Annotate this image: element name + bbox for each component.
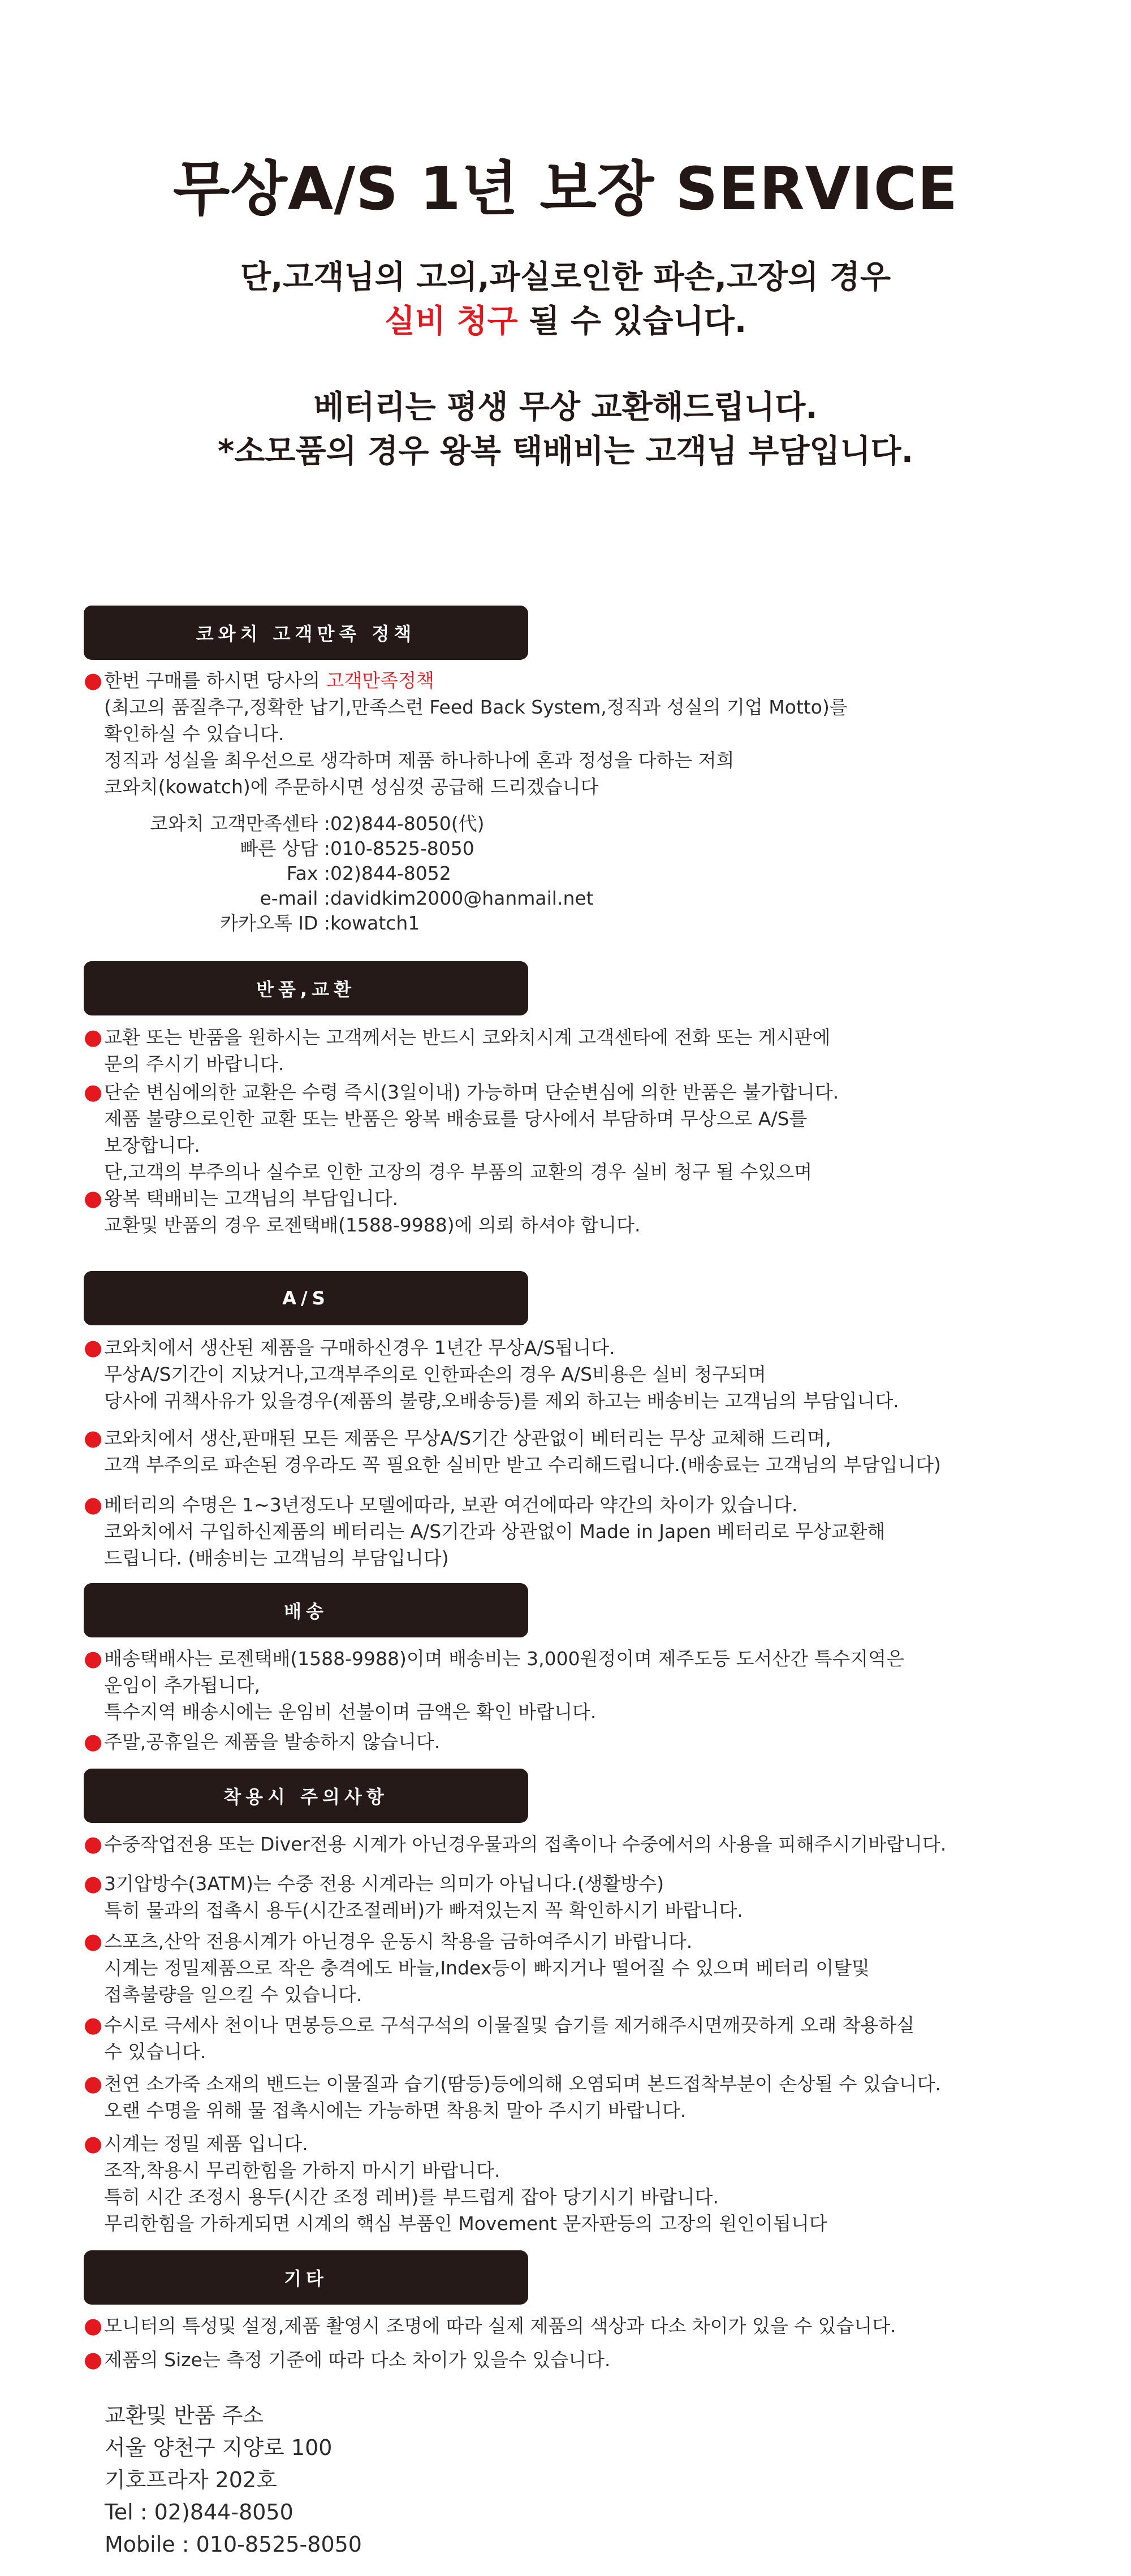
list-item: ● 코와치에서 생산,판매된 모든 제품은 무상A/S기간 상관없이 베터리는 무상 교체해 드리며, 고객 부주의로 파손된 경우라도 꼭 필요한 실비만 받고 수리해드립니다.(배송료는 고객님의 부담입니다) (84, 1425, 942, 1476)
bullet-icon: ● (84, 668, 103, 693)
list-item: ● 단순 변심에의한 교환은 수령 즉시(3일이내) 가능하며 단순변심에 의한 반품은 불가합니다. 제품 불량으로인한 교환 또는 반품은 왕복 배송료를 당사에서 부담하며 무상으로 A/S를 보장합니다. 단,고객의 부주의나 실수로 인한 고장의 경우 부품의 교환의 경우 실비 청구 될 수있으며 (84, 1079, 839, 1183)
list-item: ● 왕복 택배비는 고객님의 부담입니다. 교환및 반품의 경우 로젠택배(1588-9988)에 의뢰 하셔야 합니다. (84, 1186, 641, 1236)
list-item: ● 수중작업전용 또는 Diver전용 시계가 아닌경우물과의 접촉이나 수중에서의 사용을 피해주시기바랍니다. (84, 1831, 947, 1856)
battery-notice: 베터리는 평생 무상 교환해드립니다. (313, 389, 818, 426)
contact-row: e-mail : davidkim2000@hanmail.net (104, 886, 594, 911)
bullet-icon: ● (84, 1025, 103, 1049)
section-header-returns: 반품,교환 (84, 961, 528, 1015)
address-mobile: Mobile : 010-8525-8050 (105, 2532, 362, 2557)
address-heading: 교환및 반품 주소 (105, 2403, 264, 2428)
list-item: ● 주말,공휴일은 제품을 발송하지 않습니다. (84, 1729, 441, 1754)
list-item: ● 시계는 정밀 제품 입니다. 조작,착용시 무리한힘을 가하지 마시기 바랍니다. 특히 시간 조정시 용두(시간 조정 레버)를 부드럽게 잡아 당기시기 바랍니다. 무리한힘을 가하게되면 시계의 핵심 부품인 Movement 문자판등의 고장의 원인이됩니다 (84, 2131, 827, 2234)
list-item: ● 배송택배사는 로젠택배(1588-9988)이며 배송비는 3,000원정이며 제주도등 도서산간 특수지역은 운임이 추가됩니다, 특수지역 배송시에는 운임비 선불이며 금액은 확인 바랍니다. (84, 1646, 905, 1723)
address-street: 서울 양천구 지양로 100 (105, 2435, 333, 2460)
contact-row: 코와치 고객만족센타 : 02)844-8050(代) (150, 812, 485, 835)
contact-row: Fax : 02)844-8052 (286, 862, 451, 884)
list-item: ● 제품의 Size는 측정 기준에 따라 다소 차이가 있을수 있습니다. (84, 2347, 611, 2372)
list-item: ● 천연 소가죽 소재의 밴드는 이물질과 습기(땀등)등에의해 오염되며 본드접착부분이 손상될 수 있습니다. 오랜 수명을 위해 물 접촉시에는 가능하면 착용치 말아 주시기 바랍니다. (84, 2071, 942, 2121)
bullet-icon: ● (84, 2012, 103, 2037)
list-item: ● 3기압방수(3ATM)는 수중 전용 시계라는 의미가 아닙니다.(생활방수) 특히 물과의 접촉시 용두(시간조절레버)가 빠져있는지 꼭 확인하시기 바랍니다. (84, 1871, 743, 1921)
section-header-caution: 착용시 주의사항 (84, 1769, 528, 1823)
section-header-etc: 기타 (84, 2250, 528, 2305)
contact-row: 카카오톡 ID : kowatch1 (220, 912, 420, 934)
section-header-policy: 코와치 고객만족 정책 (84, 606, 528, 660)
address-building: 기호프라자 202호 (105, 2467, 277, 2492)
bullet-icon: ● (84, 1335, 103, 1360)
bullet-icon: ● (84, 1492, 103, 1517)
bullet-icon: ● (84, 1729, 103, 1754)
bullet-icon: ● (84, 1186, 103, 1211)
actual-cost-highlight: 실비 청구 (384, 303, 518, 340)
shipping-cost-notice: *소모품의 경우 왕복 택배비는 고객님 부담입니다. (218, 433, 913, 470)
bullet-icon: ● (84, 1831, 103, 1856)
bullet-icon: ● (84, 1646, 103, 1671)
list-item: ● 한번 구매를 하시면 당사의 고객만족정책 (최고의 품질추구,정확한 납기,만족스런 Feed Back System,정직과 성실의 기업 Motto)를 확인하실 수 있습니다. 정직과 성실을 최우선으로 생각하며 제품 하나하나에 혼과 정성을 다하는 저희 코와치(kowatch)에 주문하시면 성심껏 공급해 드리겠습니다 (84, 668, 848, 798)
notice-line-1: 단,고객님의 고의,과실로인한 파손,고장의 경우 (240, 259, 891, 296)
contact-info (104, 811, 594, 936)
list-item: ● 코와치에서 생산된 제품을 구매하신경우 1년간 무상A/S됩니다. 무상A/S기간이 지났거나,고객부주의로 인한파손의 경우 A/S비용은 실비 청구되며 당사에 귀책사유가 있을경우(제품의 불량,오배송등)를 제외 하고는 배송비는 고객님의 부담입니다. (84, 1335, 899, 1412)
list-item: ● 스포츠,산악 전용시계가 아닌경우 운동시 착용을 금하여주시기 바랍니다. 시계는 정밀제품으로 작은 충격에도 바늘,Index등이 빠지거나 떨어질 수 있으며 베터리 이탈및 접촉불량을 일으킬 수 있습니다. (84, 1929, 870, 2006)
list-item: ● 교환 또는 반품을 원하시는 고객께서는 반드시 코와치시계 고객센타에 전화 또는 게시판에 문의 주시기 바랍니다. (84, 1025, 831, 1075)
bullet-icon: ● (84, 2071, 103, 2096)
bullet-icon: ● (84, 1871, 103, 1896)
bullet-icon: ● (84, 2347, 103, 2372)
bullet-icon: ● (84, 1425, 103, 1450)
section-header-as: A/S (84, 1271, 528, 1325)
list-item: ● 베터리의 수명은 1~3년정도나 모델에따라, 보관 여건에따라 약간의 차이가 있습니다. 코와치에서 구입하신제품의 베터리는 A/S기간과 상관없이 Made in Japen 베터리로 무상교환해 드립니다. (배송비는 고객님의 부담입니다) (84, 1492, 886, 1569)
return-address (105, 2400, 362, 2561)
page-title: 무상A/S 1년 보장 SERVICE (172, 154, 959, 223)
bullet-icon: ● (84, 2131, 103, 2156)
address-tel: Tel : 02)844-8050 (105, 2500, 293, 2525)
contact-row: 빠른 상담 : 010-8525-8050 (240, 837, 474, 859)
list-item: ● 모니터의 특성및 설정,제품 촬영시 조명에 따라 실제 제품의 색상과 다소 차이가 있을 수 있습니다. (84, 2313, 896, 2338)
notice-line-2: 실비 청구 될 수 있습니다. (384, 303, 747, 340)
email-link[interactable]: davidkim2000@hanmail.net (330, 887, 594, 909)
section-header-shipping: 배송 (84, 1583, 528, 1637)
list-item: ● 수시로 극세사 천이나 면봉등으로 구석구석의 이물질및 습기를 제거해주시면깨끗하게 오래 착용하실 수 있습니다. (84, 2012, 915, 2063)
bullet-icon: ● (84, 2313, 103, 2338)
bullet-icon: ● (84, 1929, 103, 1953)
bullet-icon: ● (84, 1079, 103, 1104)
